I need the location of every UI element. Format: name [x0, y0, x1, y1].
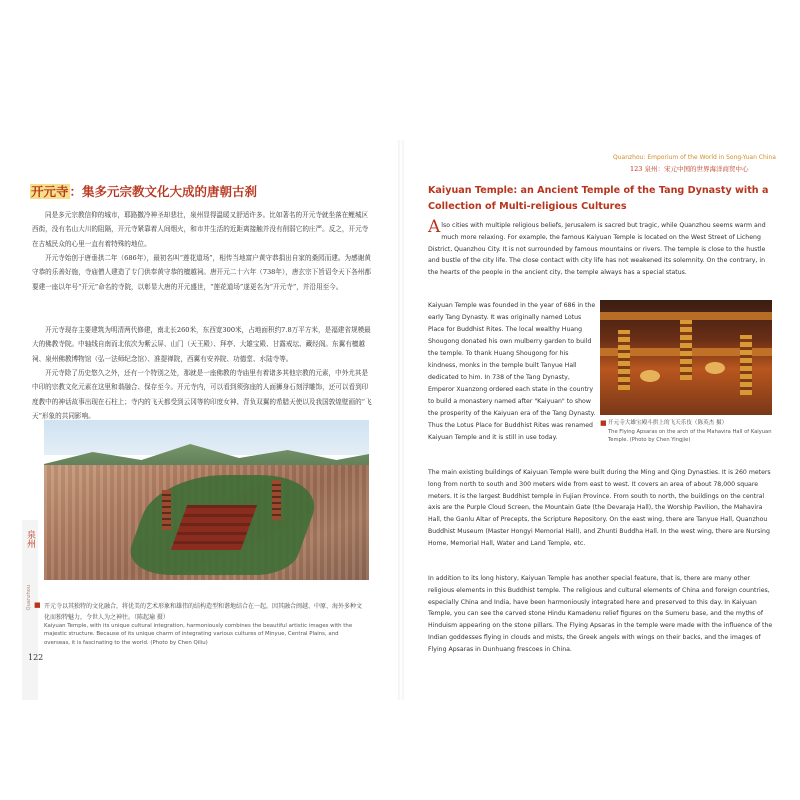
paragraph-en-2: Kaiyuan Temple was founded in the year of 686 in the early Tang Dynasty. It was originally named Lotus Place for Buddhist Rites. The local wealthy Huang Shougong donated his own mulberry garden to build the temple. To thank Huang Shougong for his kindness, monks in the temple built Tanyue Hall dedicated to him. In 738 of the Tang Dynasty, Emperor Xuanzong ordered each state in the country to build a monastery named after "Kaiyuan" to show the prosperity of the Kaiyuan era of the Tang Dynasty. Thus the Lotus Place for Buddhist Rites was renamed Kaiyuan Temple and it is still in use today.: [428, 302, 596, 441]
paragraph-zh-4: 开元寺除了历史悠久之外，还有一个特别之处，那就是一座佛教的寺庙里有着诸多其他宗教的元素，中外尤其是中印的宗教文化元素在这里和谐融合、保存至今。开元寺内，可以看到须弥座的人面狮身石刻浮雕饰，还可以看到印度教中的神话故事出现在石柱上；寺内的飞天都受到云冈等的印度女神、背负双翼的希腊天使以及我国敦煌壁画的“飞天”形象的共同影响。: [32, 369, 372, 421]
paragraph-en-1-text: lso cities with multiple religious beliefs, Jerusalem is sacred but tragic, while Quanzhou seems warm and much more relaxing. For example, the famous Kaiyuan Temple is located on the West Street of Licheng District, Quanzhou City. It is not surrounded by famous mountains or rivers. The temple is close to the hustle and bustle of the city life. The close contact with city life has not weakened its solemnity. On the contrary, in the hearts of the people in the ancient city, the temple always has a special status.: [428, 222, 766, 277]
square-bullet-icon: ■: [600, 419, 607, 427]
running-header-title-zh: 泉州：宋元中国的世界海洋商贸中心: [644, 165, 749, 173]
page-number-left: 122: [28, 653, 44, 662]
side-label-en: Quanzhou: [26, 585, 32, 611]
photo-west-pagoda: [272, 480, 281, 520]
drop-cap: A: [428, 217, 441, 237]
square-bullet-icon: ■: [34, 601, 41, 609]
flying-apsaras-photo: [600, 300, 772, 415]
paragraph-en-1: [428, 217, 776, 279]
photo-caption-right-en: The Flying Apsaras on the arch of the Mahavira Hall of Kaiyuan Temple. (Photo by Chen Yingjie): [608, 429, 772, 443]
side-label-zh: 泉州: [25, 530, 35, 548]
photo-apsara-figure: [705, 362, 725, 374]
title-main: ：集多元宗教文化大成的唐朝古刹: [69, 184, 258, 199]
running-header-zh: [630, 164, 749, 173]
chapter-title-en: Kaiyuan Temple: an Ancient Temple of the Tang Dynasty with a Collection of Multi-religious Cultures: [428, 185, 769, 212]
photo-caption-zh: 开元寺以其独特的文化融合，将优美的艺术形象和雄伟的结构造型和谐地结合在一起，因其融合闽越、中原、海外多种文化而独特魅力，令世人为之神往。（陈起瑜 摄）: [44, 603, 363, 621]
paragraph-zh-3: 开元寺现存主要建筑为明清两代修建，南北长260米，东西宽300米，占地面积约7.8万平方米，是福建省规模最大的佛教寺院。中轴线自南而北依次为紫云屏、山门（天王殿）、拜亭、大雄宝殿、甘露戒坛、藏经阁。东翼有檀越祠、泉州佛教博物馆（弘一法师纪念馆）、准提禅院，西翼有安养院、功德堂、水陆寺等。: [32, 326, 371, 363]
photo-east-pagoda: [162, 490, 171, 530]
photo-bracket: [618, 330, 630, 390]
aerial-photo-kaiyuan-temple: [44, 420, 369, 580]
page-number-right: 123: [630, 165, 643, 173]
paragraph-zh-1: 同是多元宗教信仰的城市，耶路撒冷神圣却悲壮，泉州显得温暖又舒适许多。比如著名的开元寺就坐落在鲤城区西街，没有名山大川的阻隔，开元寺紧靠着人间烟火，和市井生活的近距离接触并没有削弱它的庄严。反之，开元寺在古城民众的心里一直有着特殊的地位。: [32, 211, 369, 248]
photo-caption-en: Kaiyuan Temple, with its unique cultural integration, harmoniously combines the beautiful artistic images with the majestic structure. Because of its unique charm of integrating various cultures of Minyue, Central Plains, and overseas, it is fascinating to the world. (Photo by Chen Qiliu): [44, 623, 353, 646]
book-gutter: [398, 140, 404, 700]
paragraph-en-4: In addition to its long history, Kaiyuan Temple has another special feature, that is, there are many other religious elements in this Buddhist temple. The religious and cultural elements of China and foreign countries, especially China and India, have been harmoniously integrated here and preserved to this day. In Kaiyuan Temple, you can see the carved stone Hindu Kamadenu relief figures on the Sumeru base, and the myths of Hinduism appearing on the stone pillars. The Flying Apsaras in the temple were made with the influence of the Indian goddesses flying in clouds and mists, the Greek angels with wings on their backs, and the images of Flying Apsaras in Dunhuang frescoes in China.: [428, 575, 773, 653]
running-header-en: Quanzhou: Emporium of the World in Song-Yuan China: [613, 154, 776, 161]
paragraph-zh-2: 开元寺始创于唐垂拱二年（686年），最初名叫“莲花道场”，相传当地富户黄守恭捐出自家的桑园而建。为感谢黄守恭的乐善好施，寺庙僧人建造了专门供奉黄守恭的檀越祠。唐开元二十六年（738年），唐玄宗下旨诏令天下各州都要建一座以年号“开元”命名的寺院，以彰显大唐的开元盛世，“莲花道场”遂更名为“开元寺”，并沿用至今。: [32, 254, 371, 291]
photo-bracket: [680, 320, 692, 380]
paragraph-en-3: The main existing buildings of Kaiyuan Temple were built during the Ming and Qing Dynasties. It is 260 meters long from north to south and 300 meters wide from east to west. It covers an area of about 78,000 square meters. It is the largest Buddhist temple in Fujian Province. From south to north, the buildings on the central axis are the Purple Cloud Screen, the Mountain Gate (the Devaraja Hall), the Worship Pavilion, the Mahavira Hall, the Ganlu Altar of Precepts, the Scripture Repository. On the east wing, there are Tanyue Hall, Quanzhou Buddhist Museum (Master Hongyi Memorial Hall), and Zhunti Buddha Hall. In the west wing, there are Nursing Home, Memorial Hall, Water and Land Temple, etc.: [428, 469, 771, 547]
photo-caption-right-zh: 开元寺大雄宝殿斗拱上的飞天乐伎（陈英杰 摄）: [608, 420, 728, 426]
photo-bracket: [740, 335, 752, 395]
photo-beam: [600, 312, 772, 320]
title-highlight: 开元寺: [31, 184, 69, 199]
photo-apsara-figure: [640, 370, 660, 382]
chapter-title-zh: [30, 182, 257, 200]
